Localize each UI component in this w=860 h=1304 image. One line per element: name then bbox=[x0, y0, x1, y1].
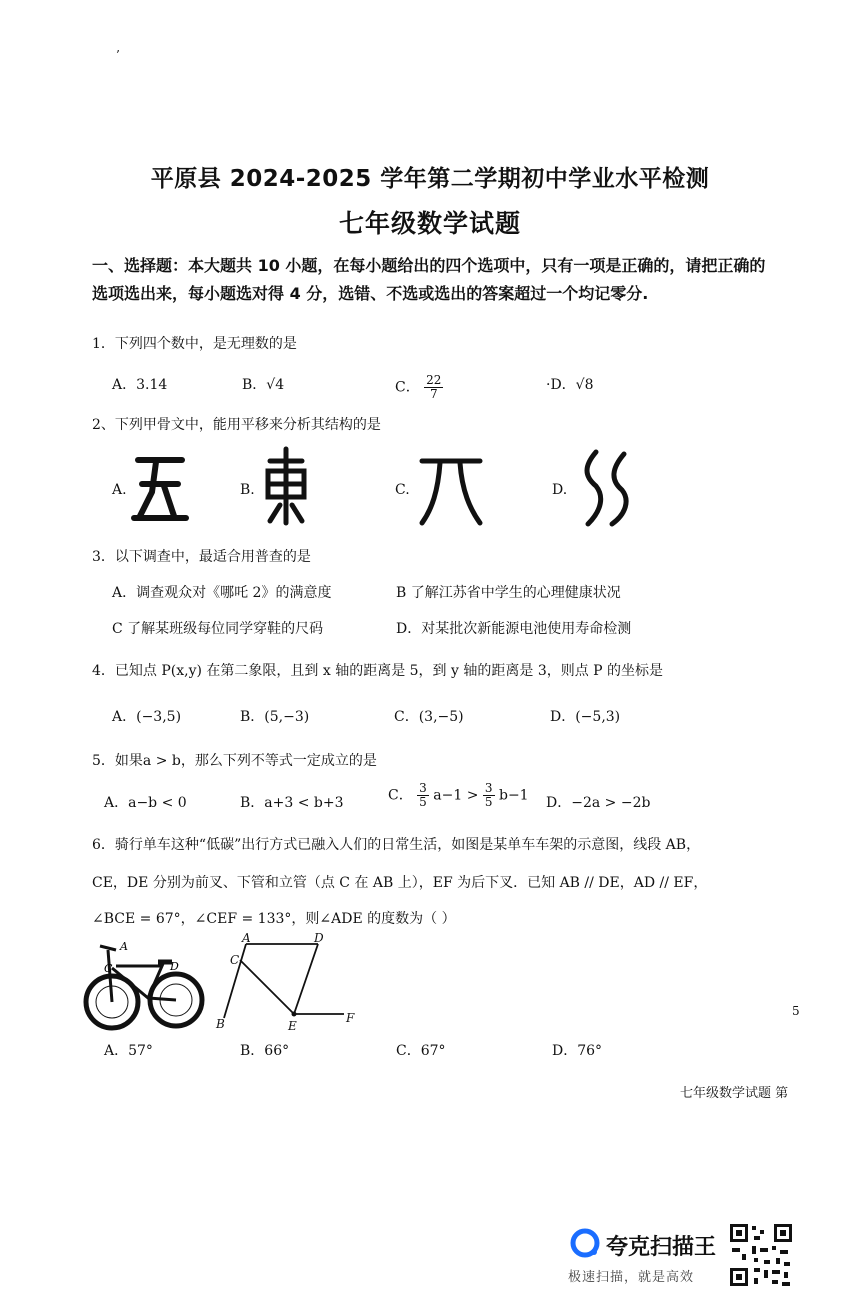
figure-label-a: A bbox=[242, 931, 251, 945]
figure-label-b: B bbox=[216, 1017, 225, 1031]
q4-option-b: B．(5,−3) bbox=[240, 709, 310, 725]
q5-option-c-part1: a−1 > bbox=[433, 787, 479, 804]
q5-fraction-2 bbox=[483, 782, 495, 809]
q1-option-c bbox=[395, 374, 443, 401]
bicycle-picture bbox=[82, 938, 206, 1034]
q2-option-a: A. bbox=[112, 482, 127, 498]
question-3-stem: 3．以下调查中，最适合用普查的是 bbox=[92, 549, 311, 565]
q6-option-a: A．57° bbox=[104, 1043, 153, 1059]
q1-fraction-num: 22 bbox=[426, 373, 442, 387]
q2-option-b: B. bbox=[240, 482, 255, 498]
bike-label-a: A bbox=[120, 940, 128, 953]
figure-label-f: F bbox=[346, 1011, 355, 1025]
q5-option-c-label: C． bbox=[388, 787, 413, 804]
question-4-stem: 4．已知点 P(x,y) 在第二象限，且到 x 轴的距离是 5，到 y 轴的距离是 3，则点 P 的坐标是 bbox=[92, 663, 664, 679]
q1-option-b: B．√4 bbox=[242, 377, 285, 393]
q5-frac2-den: 5 bbox=[484, 795, 493, 809]
question-6-line-3: ∠BCE = 67°，∠CEF = 133°，则∠ADE 的度数为（ ） bbox=[92, 911, 456, 927]
question-6-line-1: 6．骑行单车这种“低碳”出行方式已融入人们的日常生活，如图是某单车车架的示意图，线段 AB， bbox=[92, 837, 701, 853]
section-heading: 一、选择题：本大题共 10 小题，在每小题给出的四个选项中，只有一项是正确的，请把正确的选项选出来，每小题选对得 4 分，选错、不选或选出的答案超过一个均记零分. bbox=[92, 256, 766, 303]
bike-label-c: C bbox=[104, 962, 113, 975]
q3-option-b: B 了解江苏省中学生的心理健康状况 bbox=[396, 585, 621, 601]
oracle-glyph-d bbox=[574, 448, 636, 528]
q5-frac2-num: 3 bbox=[484, 781, 493, 795]
scan-mark: ’ bbox=[116, 48, 120, 62]
question-2-stem: 2、下列甲骨文中，能用平移来分析其结构的是 bbox=[92, 417, 381, 433]
q4-option-a: A．(−3,5) bbox=[112, 709, 182, 725]
page-footer: 七年级数学试题 第 bbox=[680, 1086, 789, 1101]
q5-option-b: B．a+3 < b+3 bbox=[240, 795, 344, 811]
figure-label-c: C bbox=[230, 953, 240, 967]
oracle-glyph-a bbox=[130, 452, 190, 526]
q4-option-c: C．(3,−5) bbox=[394, 709, 464, 725]
q5-option-c-part2: b−1 bbox=[498, 787, 529, 804]
q3-option-c: C 了解某班级每位同学穿鞋的尺码 bbox=[112, 621, 324, 637]
q6-option-d: D．76° bbox=[552, 1043, 603, 1059]
question-6-line-2: CE，DE 分别为前叉、下管和立管（点 C 在 AB 上），EF 为后下叉．已知 AB // DE，AD // EF， bbox=[92, 875, 708, 891]
q6-option-b: B．66° bbox=[240, 1043, 290, 1059]
frame-geometry-figure bbox=[210, 930, 360, 1034]
exam-subtitle: 七年级数学试题 bbox=[338, 209, 521, 238]
q4-option-d: D．(−5,3) bbox=[550, 709, 621, 725]
figure-label-d: D bbox=[314, 931, 324, 945]
oracle-glyph-c bbox=[418, 455, 484, 527]
q2-option-d: D. bbox=[552, 482, 568, 498]
bike-label-d: D bbox=[170, 960, 179, 973]
edge-mark: 5 bbox=[792, 1004, 800, 1018]
q1-option-c-label: C． bbox=[395, 379, 420, 396]
q5-frac1-den: 5 bbox=[419, 795, 427, 809]
q3-option-a: A．调查观众对《哪吒 2》的满意度 bbox=[112, 585, 332, 601]
q5-option-d: D．−2a > −2b bbox=[546, 795, 651, 811]
q1-option-d: ·D．√8 bbox=[546, 377, 594, 393]
q1-fraction-den: 7 bbox=[429, 387, 438, 401]
question-1-stem: 1．下列四个数中，是无理数的是 bbox=[92, 336, 297, 352]
brand-slogan: 极速扫描，就是高效 bbox=[568, 1270, 695, 1285]
q5-fraction-1 bbox=[417, 782, 429, 809]
quark-logo-icon bbox=[570, 1228, 600, 1258]
oracle-glyph-b bbox=[262, 445, 310, 527]
figure-label-e: E bbox=[288, 1019, 297, 1033]
q2-option-c: C. bbox=[395, 482, 410, 498]
qr-code bbox=[728, 1222, 794, 1288]
exam-title: 平原县 2024-2025 学年第二学期初中学业水平检测 bbox=[150, 166, 710, 192]
q5-option-a: A．a−b < 0 bbox=[104, 795, 187, 811]
question-5-stem: 5．如果a > b，那么下列不等式一定成立的是 bbox=[92, 753, 377, 769]
q1-option-a: A．3.14 bbox=[112, 377, 168, 393]
q6-option-c: C．67° bbox=[396, 1043, 446, 1059]
brand-name: 夸克扫描王 bbox=[606, 1235, 717, 1260]
q3-option-d: D．对某批次新能源电池使用寿命检测 bbox=[396, 621, 632, 637]
q5-option-c bbox=[388, 782, 529, 809]
q5-frac1-num: 3 bbox=[419, 781, 427, 795]
q1-fraction bbox=[424, 374, 443, 401]
